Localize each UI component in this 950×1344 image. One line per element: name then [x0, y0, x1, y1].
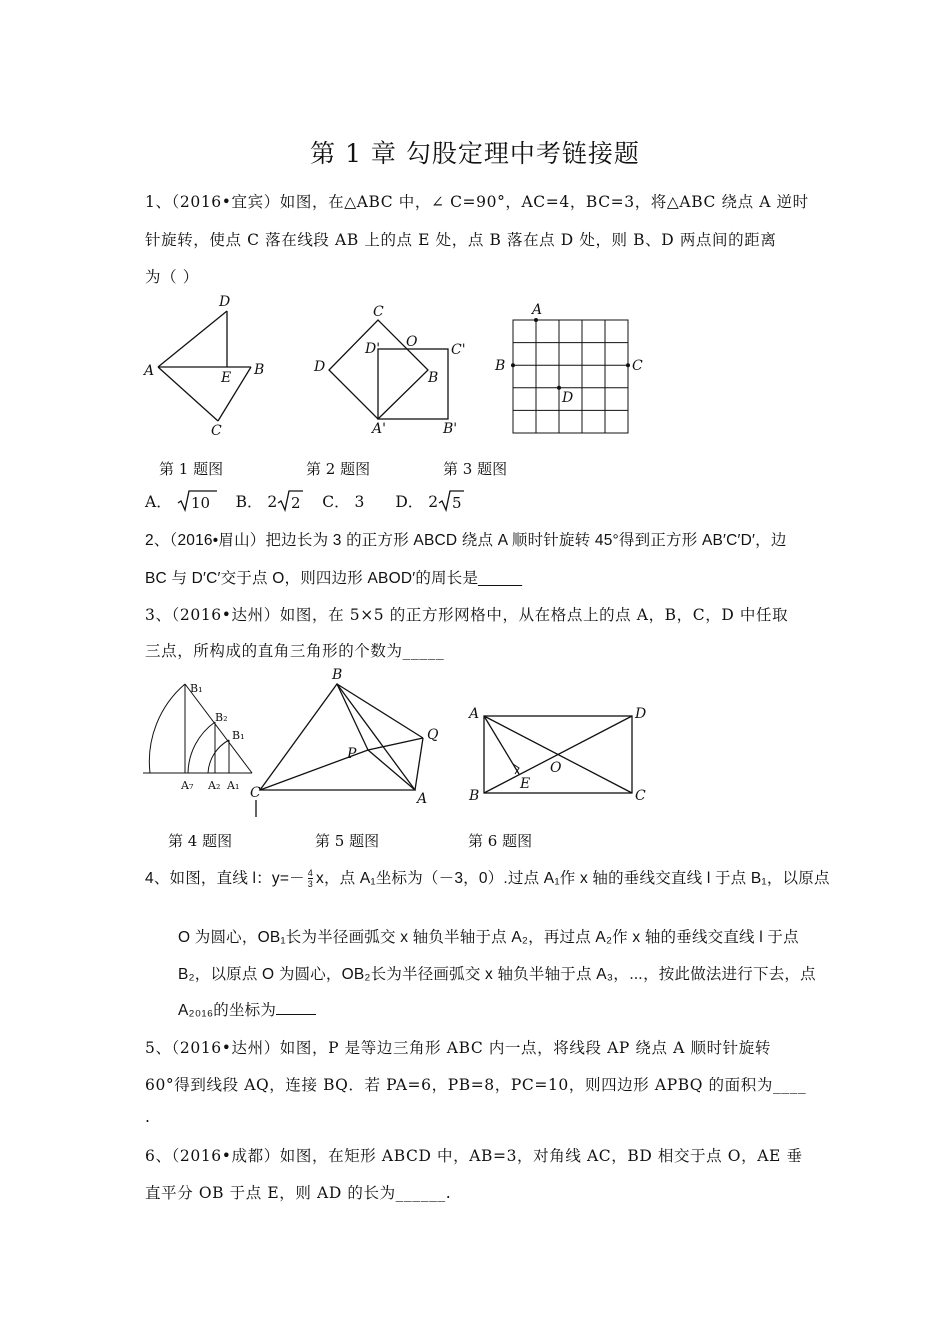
option-b-radicand: 2: [291, 494, 301, 512]
q3-text-line1: 3、（2016•达州）如图，在 5×5 的正方形网格中，从在格点上的点 A，B，C，D 中任取: [145, 606, 789, 624]
option-a: [145, 489, 217, 517]
figure-5: [250, 665, 450, 820]
q4-text-line3: B₂，以原点 O 为圆心，OB₂长为半径画弧交 x 轴负半轴于点 A₃，⋯，按此做法进行下去，点: [178, 966, 816, 983]
fig6-label-C: C: [635, 788, 646, 804]
option-b-coef: 2: [267, 493, 278, 511]
fig1-label-E: E: [221, 370, 232, 386]
fig4-label-C: C: [250, 785, 261, 801]
fig1-label-A: A: [144, 363, 155, 379]
fig3-point-D: [557, 386, 561, 390]
fig2-label-C: C: [373, 304, 384, 320]
option-b: [236, 489, 304, 517]
fig3-label-A: A: [532, 302, 543, 318]
figure-5-lines: [256, 684, 423, 817]
option-d-label: D．: [395, 493, 424, 511]
q1-text-line2: 针旋转，使点 C 落在线段 AB 上的点 E 处，点 B 落在点 D 处，则 B、D 两点间的距离: [145, 231, 777, 249]
fig6-label-E: E: [520, 776, 531, 792]
q5-text-line2: 60°得到线段 AQ，连接 BQ．若 PA=6，PB=8，PC=10，则四边形 APBQ 的面积为____: [145, 1076, 807, 1094]
q1-text-line1: 1、（2016•宜宾）如图，在△ABC 中，∠ C=90°，AC=4，BC=3，将△ABC 绕点 A 逆时: [145, 193, 809, 211]
option-d-radicand: 5: [452, 494, 462, 512]
fig4-label-A2: A₂: [208, 779, 221, 792]
figure-4: [140, 672, 265, 817]
sqrt-icon: [177, 489, 217, 513]
fig4-label-B1: B₁: [232, 729, 245, 742]
q4-text-line2: O 为圆心，OB₁长为半径画弧交 x 轴负半轴于点 A₂，再过点 A₂作 x 轴的垂线交直线 l 于点: [178, 929, 799, 946]
caption-figure-5: 第 5 题图: [315, 832, 380, 850]
fig5-label-P: P: [347, 746, 357, 762]
fig2-label-A-prime: A': [372, 421, 386, 437]
fig3-point-A: [534, 318, 538, 322]
caption-figure-4: 第 4 题图: [168, 832, 233, 850]
fig2-label-D-prime: D': [365, 341, 381, 357]
fig1-label-C: C: [211, 423, 222, 439]
option-c: [322, 490, 364, 512]
option-a-label: A．: [145, 493, 172, 511]
option-a-radical: [177, 489, 217, 517]
caption-figure-1: 第 1 题图: [159, 460, 224, 478]
q5-text-line1: 5、（2016•达州）如图，P 是等边三角形 ABC 内一点，将线段 AP 绕点 A 顺时针旋转: [145, 1039, 771, 1057]
fig3-label-C: C: [632, 358, 643, 374]
fig5-label-Q: Q: [427, 727, 439, 743]
fig1-label-D: D: [219, 294, 231, 310]
fig2-label-B-prime: B': [443, 421, 458, 437]
option-d: [395, 489, 464, 517]
fig1-label-B: B: [254, 362, 265, 378]
fig4-label-B2: B₂: [215, 711, 228, 724]
q4-text-line1: [145, 866, 830, 889]
option-c-label: C．: [322, 493, 350, 511]
fig2-label-C-prime: C': [451, 342, 466, 358]
figure-1: [140, 290, 270, 440]
sqrt-icon: [438, 489, 464, 513]
q4-text-line4: [178, 998, 316, 1020]
sqrt-icon: [277, 489, 303, 513]
fig3-label-D: D: [562, 390, 574, 406]
figure-2: [310, 300, 480, 440]
option-c-value: 3: [354, 493, 365, 511]
figure-3: [490, 298, 660, 438]
q2-text-line1: 2、（2016•眉山）把边长为 3 的正方形 ABCD 绕点 A 顺时针旋转 45°得到正方形 AB′C′D′，边: [145, 532, 787, 549]
figure-6: [462, 700, 662, 810]
q3-text-line2: 三点，所构成的直角三角形的个数为_____: [145, 642, 445, 660]
fig6-label-D: D: [635, 706, 647, 722]
q4-fraction: [308, 868, 313, 889]
q1-options: [145, 489, 464, 517]
fig3-point-B: [511, 363, 515, 367]
option-b-label: B．: [235, 493, 263, 511]
fig5-label-B: B: [332, 667, 343, 683]
option-b-radical: [277, 489, 303, 517]
fig6-label-B: B: [469, 788, 480, 804]
fig6-label-A: A: [469, 706, 480, 722]
q4-line1-part-b: x，点 A₁坐标为（－3，0）.过点 A₁作 x 轴的垂线交直线 l 于点 B₁，以原点: [316, 870, 830, 887]
caption-figure-2: 第 2 题图: [306, 460, 371, 478]
option-d-coef: 2: [428, 493, 439, 511]
fig2-label-B: B: [428, 370, 439, 386]
figure-6-lines: [484, 716, 632, 793]
fig6-label-O: O: [550, 760, 562, 776]
figure-1-lines: [158, 311, 251, 421]
fig2-label-O: O: [406, 334, 418, 350]
fig2-label-D: D: [314, 359, 326, 375]
caption-figure-3: 第 3 题图: [443, 460, 508, 478]
q4-frac-den: 3: [307, 879, 313, 890]
fig4-label-A7: A₇: [181, 779, 194, 792]
q4-answer-blank: [276, 1000, 316, 1015]
q6-text-line2: 直平分 OB 于点 E，则 AD 的长为______.: [145, 1184, 452, 1202]
page-title: 第 1 章 勾股定理中考链接题: [310, 139, 640, 168]
q4-frac-num: 4: [307, 868, 313, 879]
fig3-label-B: B: [495, 358, 506, 374]
option-a-radicand: 10: [190, 494, 210, 512]
option-d-radical: [438, 489, 464, 517]
q6-text-line1: 6、（2016•成都）如图，在矩形 ABCD 中，AB=3，对角线 AC，BD 相交于点 O，AE 垂: [145, 1147, 803, 1165]
fig4-label-A1: A₁: [227, 779, 240, 792]
fig4-label-B1-top: B₁: [190, 682, 203, 695]
q4-line1-part-a: 4、如图，直线 l：y=－: [145, 870, 305, 887]
fig3-point-C: [626, 363, 630, 367]
figure-3-grid: [513, 320, 628, 433]
q4-line4-text: A₂₀₁₆的坐标为: [178, 1002, 277, 1019]
q1-text-line3: 为（ ）: [145, 268, 199, 286]
fig5-label-A: A: [417, 791, 428, 807]
q5-text-line3: .: [145, 1108, 151, 1126]
caption-figure-6: 第 6 题图: [468, 832, 533, 850]
q2-text-line2: BC 与 D′C′交于点 O，则四边形 ABOD′的周长是_____: [145, 570, 523, 587]
